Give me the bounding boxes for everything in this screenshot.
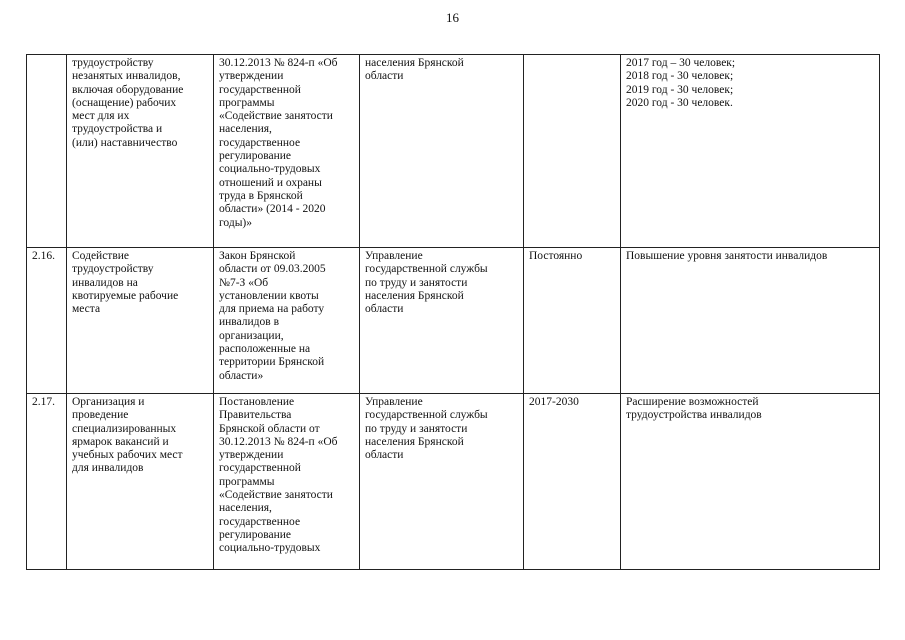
executor-text: Управление государственной службы по труду и занятости населения Брянской области [365, 396, 488, 462]
result-cell [621, 55, 880, 248]
term-cell [524, 248, 621, 394]
page-number: 16 [446, 10, 459, 25]
basis-cell [214, 55, 360, 248]
basis-text: Постановление Правительства Брянской области от 30.12.2013 № 824-п «Об утверждении государственной программы «Содействие занятости населения, государственное регулирование социально-трудовых [219, 396, 338, 555]
result-text: Повышение уровня занятости инвалидов [626, 250, 828, 262]
result-cell [621, 248, 880, 394]
measure-text: Организация и проведение специализированных ярмарок вакансий и учебных рабочих мест для инвалидов [72, 396, 183, 475]
executor-cell [360, 55, 524, 248]
basis-cell [214, 394, 360, 570]
measure-text: трудоустройству незанятых инвалидов, включая оборудование (оснащение) рабочих мест для их трудоустройства и (или) наставничество [72, 57, 184, 149]
executor-cell [360, 248, 524, 394]
executor-text: населения Брянской области [365, 57, 464, 83]
basis-text: 30.12.2013 № 824-п «Об утверждении государственной программы «Содействие занятости населения, государственное регулирование социально-трудовых отношений и охраны труда в Брянской области» (2014 - 2020 годы)» [219, 57, 338, 229]
row-number-cell [27, 394, 67, 570]
term-cell [524, 55, 621, 248]
result-cell [621, 394, 880, 570]
result-text: 2017 год – 30 человек; 2018 год - 30 человек; 2019 год - 30 человек; 2020 год - 30 человек. [626, 57, 736, 109]
measure-cell [67, 394, 214, 570]
row-number: 2.17. [32, 396, 55, 408]
measures-table [26, 54, 880, 570]
measure-cell [67, 248, 214, 394]
term-cell [524, 394, 621, 570]
row-number-cell [27, 248, 67, 394]
measure-cell [67, 55, 214, 248]
row-number-cell [27, 55, 67, 248]
executor-text: Управление государственной службы по труду и занятости населения Брянской области [365, 250, 488, 316]
basis-cell [214, 248, 360, 394]
executor-cell [360, 394, 524, 570]
table-row [27, 394, 880, 570]
term-text: 2017-2030 [529, 396, 579, 408]
term-text: Постоянно [529, 250, 583, 262]
basis-text: Закон Брянской области от 09.03.2005 №7-З «Об установлении квоты для приема на работу инвалидов в организации, расположенные на территории Брянской области» [219, 250, 326, 382]
table-row [27, 248, 880, 394]
table-row [27, 55, 880, 248]
row-number: 2.16. [32, 250, 55, 262]
measure-text: Содействие трудоустройству инвалидов на квотируемые рабочие места [72, 250, 179, 316]
result-text: Расширение возможностей трудоустройства инвалидов [626, 396, 762, 422]
